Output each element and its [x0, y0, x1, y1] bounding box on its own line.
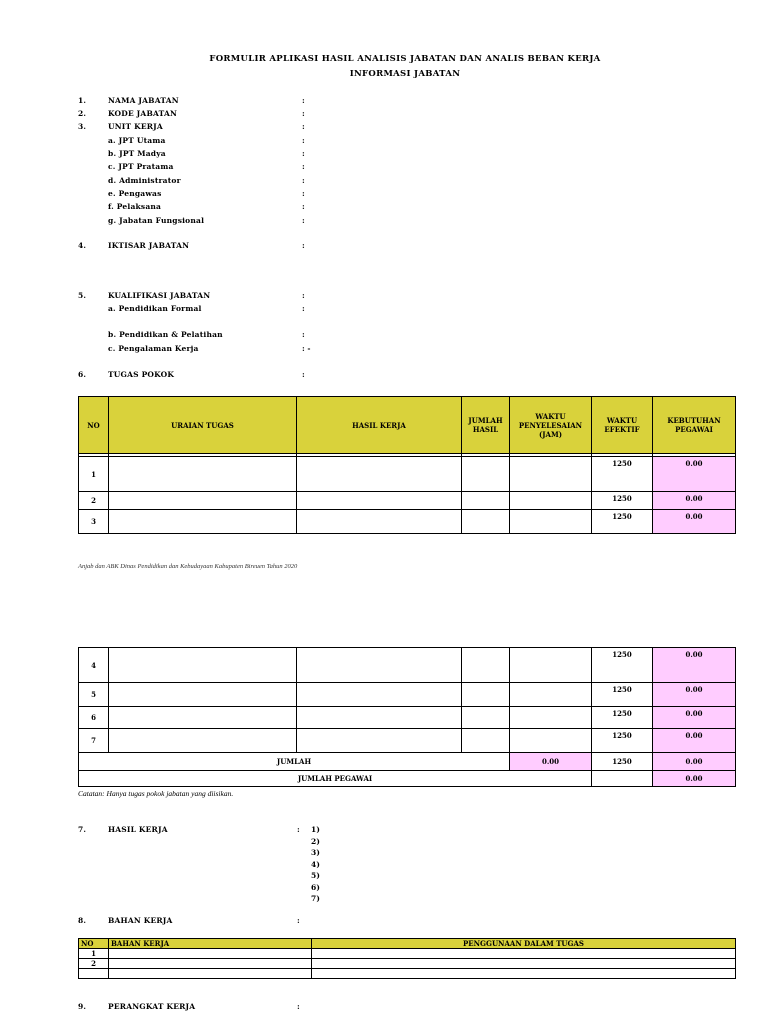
bahan-row-no: 1 — [79, 949, 109, 959]
bahan-header-penggunaan: PENGGUNAAN DALAM TUGAS — [312, 939, 736, 949]
row-hasil — [297, 648, 462, 683]
row-kebutuhan: 0.00 — [653, 729, 736, 753]
row-penyelesaian — [510, 510, 592, 534]
form-subtitle: INFORMASI JABATAN — [349, 69, 461, 79]
info-item-colon: : — [302, 304, 305, 313]
row-jumlah — [462, 510, 510, 534]
bahan-row-penggunaan — [312, 969, 736, 979]
hasil-kerja-num: 7. — [78, 825, 87, 834]
row-kebutuhan: 0.00 — [653, 707, 736, 729]
footer-note: Anjab dan ABK Dinas Pendidikan dan Kebudayaan Kabupaten Bireuen Tahun 2020 — [78, 563, 298, 570]
info-item-colon: : — [302, 162, 305, 171]
row-no: 4 — [79, 648, 109, 683]
header-waktu-penyelesaian: WAKTU PENYELESAIAN (JAM) — [510, 397, 592, 454]
tugas-row — [79, 510, 736, 534]
row-jumlah — [462, 492, 510, 510]
row-no: 6 — [79, 707, 109, 729]
row-uraian — [109, 729, 297, 753]
info-item-label: b. JPT Madya — [108, 149, 166, 158]
bahan-kerja-label: BAHAN KERJA — [108, 916, 173, 925]
row-waktu-efektif: 1250 — [592, 729, 653, 753]
perangkat-kerja-colon: : — [297, 1002, 300, 1011]
header-uraian: URAIAN TUGAS — [109, 397, 297, 454]
info-item-num: 6. — [78, 370, 87, 379]
info-item-num: 2. — [78, 109, 87, 118]
info-item-num: 4. — [78, 241, 87, 250]
info-item-label: d. Administrator — [108, 176, 181, 185]
info-item-label: a. Pendidikan Formal — [108, 304, 202, 313]
info-item-colon: : — [302, 176, 305, 185]
info-item-label: c. JPT Pratama — [108, 162, 174, 171]
info-item-label: e. Pengawas — [108, 189, 162, 198]
catatan-note: Catatan: Hanya tugas pokok jabatan yang diisikan. — [78, 789, 234, 798]
bahan-row-bahan — [109, 959, 312, 969]
info-item-label: NAMA JABATAN — [108, 96, 179, 105]
row-kebutuhan: 0.00 — [653, 492, 736, 510]
header-waktu-efektif: WAKTU EFEKTIF — [592, 397, 653, 454]
row-waktu-efektif: 1250 — [592, 683, 653, 707]
perangkat-kerja-num: 9. — [78, 1002, 87, 1011]
row-jumlah — [462, 707, 510, 729]
row-hasil — [297, 683, 462, 707]
info-item-colon: : — [302, 291, 305, 300]
form-title: FORMULIR APLIKASI HASIL ANALISIS JABATAN DAN ANALIS BEBAN KERJA — [209, 54, 601, 64]
info-item-label: f. Pelaksana — [108, 202, 162, 211]
tugas-row — [79, 492, 736, 510]
bahan-row-no: 2 — [79, 959, 109, 969]
jumlah-pegawai-label: JUMLAH PEGAWAI — [79, 771, 592, 787]
info-item-label: a. JPT Utama — [108, 136, 166, 145]
info-item-colon: : — [302, 109, 305, 118]
info-item-colon: : — [302, 189, 305, 198]
row-uraian — [109, 510, 297, 534]
info-item-colon: : — [302, 202, 305, 211]
info-item-colon: : — [302, 370, 305, 379]
bahan-kerja-row — [79, 949, 736, 959]
jumlah-pegawai-value: 0.00 — [653, 771, 736, 787]
row-hasil — [297, 492, 462, 510]
info-item-label: c. Pengalaman Kerja — [108, 344, 199, 353]
info-item-label: UNIT KERJA — [108, 122, 163, 131]
jumlah-penyelesaian: 0.00 — [510, 753, 592, 771]
hasil-kerja-item: 2) — [311, 836, 321, 846]
tugas-table-page2 — [78, 647, 736, 787]
header-hasil: HASIL KERJA — [297, 397, 462, 454]
row-waktu-efektif: 1250 — [592, 457, 653, 492]
row-hasil — [297, 510, 462, 534]
row-uraian — [109, 492, 297, 510]
tugas-table-page1 — [78, 396, 736, 534]
row-penyelesaian — [510, 707, 592, 729]
bahan-header-no: NO — [79, 939, 109, 949]
row-jumlah — [462, 457, 510, 492]
bahan-kerja-table — [78, 938, 736, 979]
info-item-label: g. Jabatan Fungsional — [108, 216, 205, 225]
info-item-label: KUALIFIKASI JABATAN — [108, 291, 211, 300]
row-penyelesaian — [510, 457, 592, 492]
tugas-row — [79, 683, 736, 707]
jumlah-label: JUMLAH — [79, 753, 510, 771]
info-item-label: b. Pendidikan & Pelatihan — [108, 330, 223, 339]
hasil-kerja-colon: : — [297, 825, 300, 834]
row-waktu-efektif: 1250 — [592, 648, 653, 683]
info-item-label: KODE JABATAN — [108, 109, 178, 118]
row-jumlah — [462, 648, 510, 683]
hasil-kerja-item: 7) — [311, 894, 321, 903]
info-item-colon: : — [302, 122, 305, 131]
jumlah-pegawai-row — [79, 771, 736, 787]
header-no: NO — [79, 397, 109, 454]
info-item-num: 1. — [78, 96, 87, 105]
hasil-kerja-item: 4) — [311, 859, 321, 869]
jumlah-row — [79, 753, 736, 771]
bahan-kerja-row — [79, 959, 736, 969]
info-item-label: IKTISAR JABATAN — [108, 241, 190, 250]
row-kebutuhan: 0.00 — [653, 648, 736, 683]
info-item-colon: : — [302, 330, 305, 339]
row-no: 2 — [79, 492, 109, 510]
row-hasil — [297, 457, 462, 492]
perangkat-kerja-label: PERANGKAT KERJA — [108, 1002, 196, 1011]
row-hasil — [297, 729, 462, 753]
hasil-kerja-item: 6) — [311, 882, 321, 892]
row-no: 7 — [79, 729, 109, 753]
row-kebutuhan: 0.00 — [653, 457, 736, 492]
hasil-kerja-item: 3) — [311, 848, 321, 857]
row-jumlah — [462, 683, 510, 707]
row-penyelesaian — [510, 492, 592, 510]
row-uraian — [109, 707, 297, 729]
hasil-kerja-label: HASIL KERJA — [108, 825, 168, 834]
bahan-header-bahan: BAHAN KERJA — [109, 939, 312, 949]
bahan-row-bahan — [109, 969, 312, 979]
info-item-num: 3. — [78, 122, 87, 131]
tugas-row — [79, 729, 736, 753]
row-no: 1 — [79, 457, 109, 492]
header-kebutuhan: KEBUTUHAN PEGAWAI — [653, 397, 736, 454]
info-item-colon: : — [302, 216, 305, 225]
row-hasil — [297, 707, 462, 729]
row-no: 3 — [79, 510, 109, 534]
row-waktu-efektif: 1250 — [592, 707, 653, 729]
bahan-row-no — [79, 969, 109, 979]
jumlah-efektif: 1250 — [592, 753, 653, 771]
jumlah-kebutuhan: 0.00 — [653, 753, 736, 771]
bahan-row-penggunaan — [312, 959, 736, 969]
row-waktu-efektif: 1250 — [592, 492, 653, 510]
row-penyelesaian — [510, 648, 592, 683]
tugas-row — [79, 648, 736, 683]
bahan-row-bahan — [109, 949, 312, 959]
bahan-kerja-row — [79, 969, 736, 979]
info-item-colon: : — [302, 136, 305, 145]
tugas-table-header — [79, 397, 736, 454]
info-item-colon: : — [302, 149, 305, 158]
hasil-kerja-item: 1) — [311, 825, 321, 834]
info-item-label: TUGAS POKOK — [108, 370, 175, 379]
bahan-kerja-num: 8. — [78, 916, 87, 925]
info-item-colon: : — [302, 241, 305, 250]
info-item-num: 5. — [78, 291, 87, 300]
info-item-colon: : — [302, 96, 305, 105]
row-uraian — [109, 457, 297, 492]
row-no: 5 — [79, 683, 109, 707]
row-jumlah — [462, 729, 510, 753]
row-waktu-efektif: 1250 — [592, 510, 653, 534]
bahan-row-penggunaan — [312, 949, 736, 959]
row-uraian — [109, 683, 297, 707]
header-jumlah: JUMLAH HASIL — [462, 397, 510, 454]
row-penyelesaian — [510, 729, 592, 753]
tugas-row — [79, 457, 736, 492]
info-item-colon: : - — [302, 344, 311, 353]
hasil-kerja-item: 5) — [311, 871, 321, 880]
row-kebutuhan: 0.00 — [653, 683, 736, 707]
row-penyelesaian — [510, 683, 592, 707]
tugas-row — [79, 707, 736, 729]
bahan-kerja-header — [79, 939, 736, 949]
bahan-kerja-colon: : — [297, 916, 300, 925]
row-kebutuhan: 0.00 — [653, 510, 736, 534]
row-uraian — [109, 648, 297, 683]
